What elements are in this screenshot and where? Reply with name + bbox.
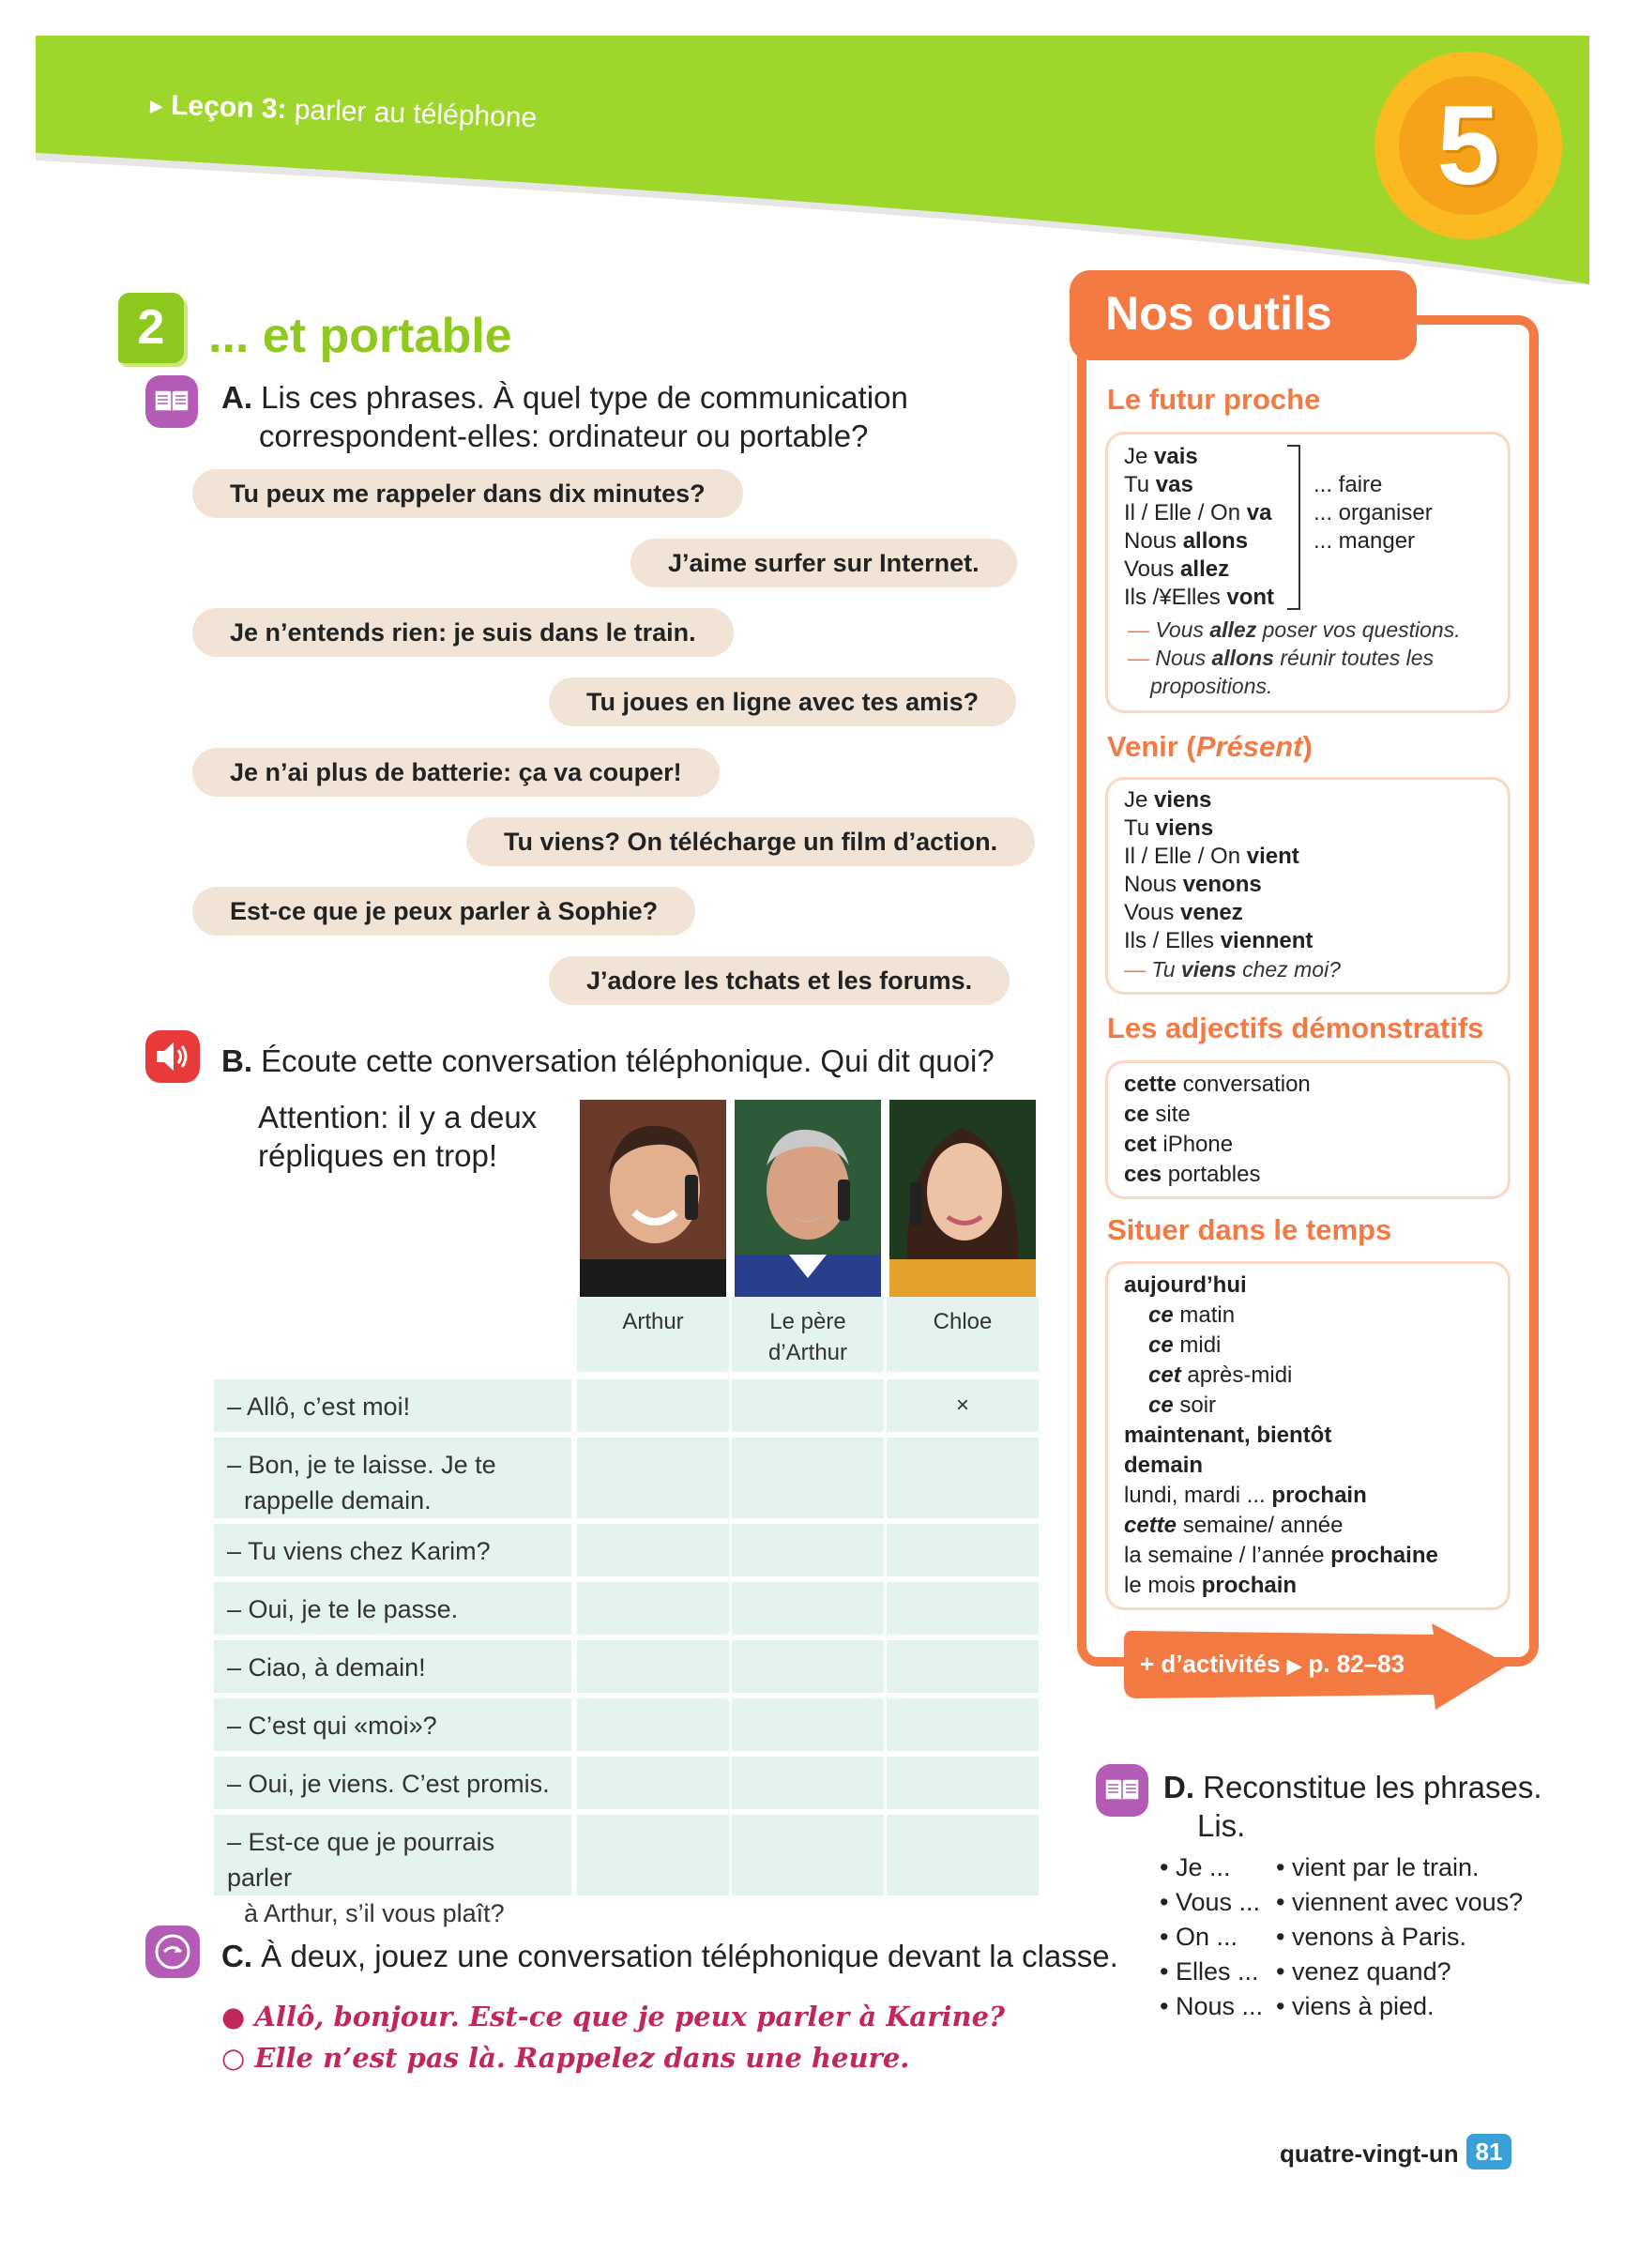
demo-row: ce site xyxy=(1124,1102,1191,1127)
activity-d-instruction xyxy=(1163,1768,1542,1845)
speech-bubble: Tu viens? On télécharge un film d’action. xyxy=(466,817,1035,866)
answer-cell[interactable] xyxy=(577,1379,729,1432)
speech-bubble: Je n’ai plus de batterie: ça va couper! xyxy=(192,748,720,797)
answer-cell[interactable] xyxy=(887,1640,1039,1693)
activity-c-text: À deux, jouez une conversation téléphonique devant la classe. xyxy=(261,1939,1118,1973)
answer-cell[interactable] xyxy=(732,1757,884,1809)
temps-list: aujourd’hui ce matin ce midi cet après-midi ce soir maintenant, bientôt demain lundi, mardi ... prochain cette semaine/ année la semaine / l’année prochaine le mois prochain xyxy=(1124,1272,1438,1598)
sentence-end: • vient par le train. xyxy=(1276,1853,1480,1881)
answer-cell[interactable] xyxy=(577,1438,729,1518)
futur-infinitives xyxy=(1314,471,1433,556)
photo-arthur xyxy=(580,1100,726,1299)
dialogue-line: – Oui, je viens. C’est promis. xyxy=(214,1757,571,1809)
answer-cell[interactable] xyxy=(732,1524,884,1576)
conj-row: Nous allons xyxy=(1124,528,1249,554)
answer-cell[interactable] xyxy=(577,1757,729,1809)
activity-b-text: Écoute cette conversation téléphonique. Qui dit quoi? xyxy=(261,1043,995,1078)
more-activities-label: + d’activités xyxy=(1140,1650,1281,1678)
demo-row: ces portables xyxy=(1124,1162,1261,1187)
answer-cell[interactable] xyxy=(732,1379,884,1432)
dialogue-example-2 xyxy=(221,2042,909,2074)
activity-a-letter: A. xyxy=(221,380,252,415)
venir-heading: Venir (Présent) xyxy=(1107,730,1313,763)
person-name: Chloe xyxy=(933,1309,993,1334)
speech-bubble: J’aime surfer sur Internet. xyxy=(630,539,1017,587)
dialogue-line: – Bon, je te laisse. Je te rappelle demain. xyxy=(214,1438,571,1518)
activity-d-text-line2: Lis. xyxy=(1197,1808,1246,1843)
speech-bubble: J’adore les tchats et les forums. xyxy=(549,956,1010,1005)
futur-proche-heading: Le futur proche xyxy=(1107,383,1321,416)
sentence-start: • Vous ... xyxy=(1160,1888,1261,1916)
venir-conjugation xyxy=(1124,786,1341,983)
conj-row: Tu viens xyxy=(1124,815,1214,841)
book-icon xyxy=(1096,1764,1148,1817)
activity-b-note-line2: répliques en trop! xyxy=(258,1138,497,1173)
dialogue-line: – Allô, c’est moi! xyxy=(214,1379,571,1432)
sentence-start: • Elles ... xyxy=(1160,1957,1259,1986)
answer-cell[interactable] xyxy=(887,1582,1039,1635)
nos-outils-title: Nos outils xyxy=(1105,287,1332,340)
pair-work-icon xyxy=(145,1926,200,1978)
infinitive: ... faire xyxy=(1314,472,1383,497)
conj-row: Je viens xyxy=(1124,787,1212,813)
answer-cell[interactable] xyxy=(887,1438,1039,1518)
answer-cell[interactable] xyxy=(577,1815,729,1895)
dialogue-line: – C’est qui «moi»? xyxy=(214,1698,571,1751)
activity-d-endings xyxy=(1276,1850,1523,2024)
activity-a-text-line2: correspondent-elles: ordinateur ou portable? xyxy=(259,419,869,453)
person-name: Le père xyxy=(769,1309,846,1334)
activity-b-note-line1: Attention: il y a deux xyxy=(258,1100,538,1134)
speech-bubble: Je n’entends rien: je suis dans le train. xyxy=(192,608,734,657)
example-text: Elle n’est pas là. Rappelez dans une heure. xyxy=(254,2042,910,2074)
section-title: ... et portable xyxy=(208,309,512,363)
sentence-end: • viennent avec vous? xyxy=(1276,1888,1524,1916)
answer-cell[interactable] xyxy=(887,1698,1039,1751)
page-number: 81 xyxy=(1466,2134,1511,2169)
answer-cell[interactable] xyxy=(577,1698,729,1751)
bracket xyxy=(1287,445,1300,610)
person-name: d’Arthur xyxy=(767,1340,848,1365)
activity-c-letter: C. xyxy=(221,1939,252,1973)
activity-a-instruction xyxy=(221,378,908,455)
conj-row: Vous allez xyxy=(1124,556,1230,582)
answer-cell[interactable] xyxy=(732,1698,884,1751)
demonstratifs-list xyxy=(1124,1070,1311,1190)
conj-row: Nous venons xyxy=(1124,872,1262,897)
answer-cell[interactable] xyxy=(887,1815,1039,1895)
temps-heading: Situer dans le temps xyxy=(1107,1213,1392,1246)
activity-b-instruction xyxy=(221,1042,995,1080)
infinitive: ... manger xyxy=(1314,528,1416,554)
lesson-label: Leçon 3: xyxy=(170,89,288,126)
answer-cell[interactable] xyxy=(732,1582,884,1635)
activity-d-text-line1: Reconstitue les phrases. xyxy=(1203,1770,1542,1804)
speaker-icon xyxy=(145,1030,200,1083)
activity-c-instruction xyxy=(221,1937,1118,1975)
conj-row: Ils /¥Elles vont xyxy=(1124,585,1275,610)
person-name-cell xyxy=(577,1297,729,1372)
conj-row: Il / Elle / On vient xyxy=(1124,844,1299,869)
filled-bullet-icon: ● xyxy=(221,2001,246,2032)
book-icon xyxy=(145,375,198,428)
futur-examples: — Vous allez poser vos questions. — Nous allons réunir toutes les propositions. xyxy=(1128,617,1461,698)
play-triangle-icon: ▶ xyxy=(149,96,164,116)
page-number-words: quatre-vingt-un xyxy=(1280,2139,1459,2168)
conj-row: Il / Elle / On va xyxy=(1124,500,1272,525)
photo-father xyxy=(735,1100,881,1299)
answer-cell[interactable]: × xyxy=(887,1379,1039,1432)
demo-row: cette conversation xyxy=(1124,1072,1311,1097)
conj-row: Je vais xyxy=(1124,444,1198,469)
dialogue-line: – Tu viens chez Karim? xyxy=(214,1524,571,1576)
speech-bubble: Est-ce que je peux parler à Sophie? xyxy=(192,887,695,936)
activity-d-subjects xyxy=(1160,1850,1263,2024)
section-number: 2 xyxy=(118,293,184,363)
sentence-start: • Je ... xyxy=(1160,1853,1231,1881)
dialogue-example-1 xyxy=(221,2001,1005,2032)
answer-cell[interactable] xyxy=(577,1640,729,1693)
answer-cell[interactable] xyxy=(887,1524,1039,1576)
sentence-end: • viens à pied. xyxy=(1276,1992,1435,2020)
person-name-cell xyxy=(732,1297,884,1372)
answer-cell[interactable] xyxy=(732,1815,884,1895)
answer-cell[interactable] xyxy=(577,1524,729,1576)
dialogue-line: – Oui, je te le passe. xyxy=(214,1582,571,1635)
venir-example: — Tu viens chez moi? xyxy=(1124,957,1341,982)
answer-cell[interactable] xyxy=(887,1757,1039,1809)
sentence-end: • venons à Paris. xyxy=(1276,1923,1467,1951)
sentence-start: • Nous ... xyxy=(1160,1992,1263,2020)
play-triangle-icon: ▶ xyxy=(1286,1656,1302,1677)
speech-bubble: Tu peux me rappeler dans dix minutes? xyxy=(192,469,743,518)
lesson-topic: parler au téléphone xyxy=(294,94,538,134)
unit-number: 5 xyxy=(1436,83,1500,208)
conj-row: Vous venez xyxy=(1124,900,1243,925)
activity-a-text-line1: Lis ces phrases. À quel type de communication xyxy=(261,380,908,415)
demo-row: cet iPhone xyxy=(1124,1132,1234,1157)
dialogue-line: – Ciao, à demain! xyxy=(214,1640,571,1693)
activity-b-note xyxy=(258,1098,537,1175)
demonstratifs-heading: Les adjectifs démonstratifs xyxy=(1107,1012,1484,1044)
hollow-bullet-icon: ○ xyxy=(221,2042,246,2074)
person-name-cell xyxy=(887,1297,1039,1372)
sentence-end: • venez quand? xyxy=(1276,1957,1451,1986)
futur-conjugation xyxy=(1124,443,1274,612)
speech-bubble: Tu joues en ligne avec tes amis? xyxy=(549,677,1016,726)
answer-cell[interactable] xyxy=(577,1582,729,1635)
conj-row: Tu vas xyxy=(1124,472,1193,497)
more-activities-link[interactable] xyxy=(1140,1650,1405,1679)
infinitive: ... organiser xyxy=(1314,500,1433,525)
person-name: Arthur xyxy=(622,1309,684,1334)
header-band xyxy=(36,36,1589,284)
more-activities-pages: p. 82–83 xyxy=(1308,1650,1405,1678)
sentence-start: • On ... xyxy=(1160,1923,1238,1951)
answer-cell[interactable] xyxy=(732,1640,884,1693)
example-text: Allô, bonjour. Est-ce que je peux parler à Karine? xyxy=(254,2001,1006,2032)
answer-cell[interactable] xyxy=(732,1438,884,1518)
conj-row: Ils / Elles viennent xyxy=(1124,928,1314,953)
dialogue-line: – Est-ce que je pourrais parler à Arthur, s’il vous plaît? xyxy=(214,1815,571,1895)
activity-d-letter: D. xyxy=(1163,1770,1194,1804)
photo-chloe xyxy=(889,1100,1036,1299)
activity-b-letter: B. xyxy=(221,1043,252,1078)
